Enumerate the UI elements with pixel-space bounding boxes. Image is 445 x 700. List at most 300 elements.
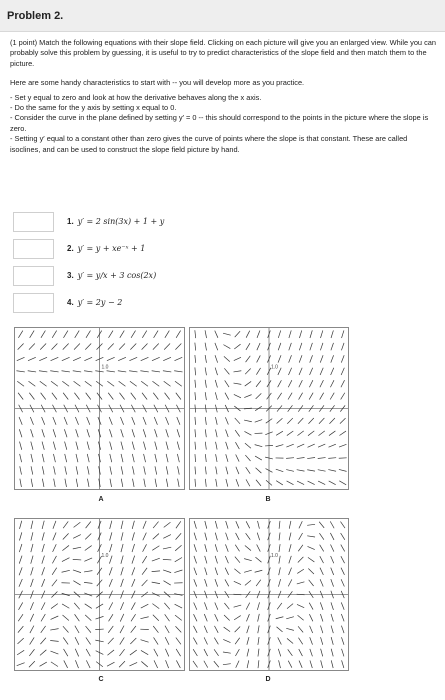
slope-segment [40, 344, 46, 350]
slope-segment [51, 344, 57, 350]
slope-segment [331, 649, 333, 657]
slope-segment [331, 343, 334, 350]
slope-segment [226, 430, 229, 437]
slope-segment [175, 626, 181, 632]
slope-field-plot-d[interactable] [189, 518, 349, 671]
slope-segment [110, 532, 112, 540]
slope-segment [76, 454, 78, 462]
slope-segment [62, 357, 70, 360]
slope-segment [40, 662, 47, 666]
slope-segment [299, 661, 302, 668]
slope-segment [132, 466, 134, 474]
slope-segment [163, 371, 171, 372]
slope-segment [193, 649, 197, 656]
slope-segment [331, 355, 334, 362]
slope-segment [310, 637, 313, 644]
slope-segment [204, 649, 208, 656]
slope-segment [52, 331, 56, 338]
slope-segment [328, 470, 336, 472]
slope-segment [236, 467, 239, 474]
slope-segment [265, 445, 273, 446]
slope-segment [73, 581, 80, 585]
slope-segment [246, 614, 249, 621]
slope-segment [195, 479, 196, 487]
slope-segment [107, 650, 114, 655]
slope-segment [19, 579, 22, 587]
slope-segment [19, 567, 22, 575]
slope-segment [215, 331, 218, 338]
slope-segment [246, 343, 250, 350]
slope-segment [51, 604, 58, 609]
slope-segment [141, 640, 149, 643]
slope-segment [195, 355, 196, 363]
slope-segment [18, 638, 24, 644]
slope-segment [205, 392, 206, 400]
equation-row-4 [13, 293, 313, 313]
slope-segment [175, 615, 182, 620]
slope-segment [319, 431, 325, 436]
slope-segment [108, 626, 113, 633]
slope-segment [246, 356, 251, 362]
slope-segment [299, 521, 302, 528]
hint-item: - Do the same for the y axis by setting x equal to 0. [10, 103, 177, 113]
slope-segment [62, 545, 69, 550]
hints-lead: Here are some handy characteristics to start with -- you will develop more as you practice. [10, 78, 305, 88]
slope-segment [74, 603, 79, 609]
slope-segment [205, 429, 206, 437]
slope-segment [153, 626, 158, 633]
slope-segment [331, 568, 334, 575]
slope-segment [234, 616, 241, 620]
slope-segment [42, 417, 45, 425]
slope-segment [74, 381, 81, 386]
slope-segment [63, 393, 68, 400]
slope-segment [40, 650, 46, 656]
slope-segment [258, 660, 259, 668]
slope-segment [279, 533, 280, 541]
slope-segment [175, 381, 182, 386]
problem-title: Problem 2. [7, 10, 64, 22]
slope-segment [309, 380, 313, 387]
slope-segment [321, 637, 323, 645]
slope-field-c-graphic [15, 519, 184, 670]
slope-segment [53, 429, 56, 437]
slope-segment [309, 393, 313, 400]
slope-segment [166, 442, 168, 450]
slope-segment [74, 522, 81, 527]
slope-segment [30, 614, 34, 622]
slope-segment [131, 602, 135, 609]
slope-segment [87, 454, 89, 462]
slope-segment [163, 547, 171, 549]
slope-segment [255, 420, 262, 423]
slope-segment [195, 343, 196, 351]
slope-segment [141, 357, 149, 360]
slope-segment [18, 614, 23, 621]
slope-segment [308, 444, 315, 447]
answer-input-4[interactable] [13, 293, 54, 313]
slope-segment [121, 442, 123, 450]
slope-segment [140, 371, 148, 372]
slope-segment [141, 381, 148, 386]
slope-segment [110, 466, 112, 474]
slope-segment [234, 394, 241, 397]
slope-segment [129, 371, 137, 372]
slope-segment [144, 479, 146, 487]
slope-segment [120, 626, 124, 633]
slope-field-plot-a[interactable] [14, 327, 185, 490]
slope-segment [87, 479, 89, 487]
slope-segment [256, 368, 260, 375]
slope-segment [341, 637, 343, 644]
slope-segment [215, 579, 218, 586]
slope-segment [54, 466, 56, 474]
slope-segment [226, 454, 228, 462]
slope-segment [62, 604, 69, 608]
slope-segment [258, 637, 259, 645]
slope-field-plot-c[interactable] [14, 518, 185, 671]
slope-segment [204, 626, 207, 633]
slope-segment [30, 417, 33, 425]
slope-segment [154, 649, 158, 656]
slope-segment [195, 367, 196, 375]
slope-segment [74, 344, 80, 350]
slope-segment [297, 569, 304, 573]
slope-segment [204, 661, 208, 668]
slope-segment [299, 343, 302, 350]
slope-segment [341, 626, 344, 633]
answer-input-2[interactable] [13, 239, 54, 259]
slope-segment [85, 546, 92, 551]
slope-segment [205, 533, 207, 541]
slope-segment [119, 381, 126, 386]
slope-segment [310, 355, 313, 362]
slope-segment [339, 469, 347, 471]
slope-segment [194, 568, 197, 575]
slope-segment [42, 544, 44, 552]
slope-segment [118, 357, 126, 360]
slope-segment [130, 344, 136, 350]
slope-segment [339, 431, 346, 435]
slope-segment [121, 429, 124, 437]
slope-segment [130, 381, 137, 386]
slope-segment [164, 603, 170, 609]
slope-segment [256, 468, 262, 473]
slope-segment [76, 466, 78, 474]
slope-segment [246, 467, 250, 474]
slope-segment [107, 371, 115, 372]
slope-segment [245, 369, 250, 375]
slope-segment [331, 579, 334, 586]
slope-segment [247, 626, 249, 634]
slope-segment [131, 393, 136, 400]
slope-segment [166, 466, 168, 474]
slope-segment [165, 614, 170, 621]
slope-segment [286, 458, 294, 459]
slope-segment [143, 544, 147, 551]
slope-segment [288, 368, 291, 375]
slope-segment [17, 650, 24, 655]
slope-segment [121, 479, 123, 487]
slope-segment [75, 637, 79, 645]
slope-segment [298, 545, 303, 551]
plot-label-d: D [265, 676, 271, 683]
slope-segment [205, 567, 207, 575]
answer-input-3[interactable] [13, 266, 54, 286]
slope-segment [223, 345, 230, 349]
slope-segment [225, 579, 229, 586]
slope-segment [278, 579, 280, 587]
slope-segment [204, 602, 207, 609]
slope-segment [309, 614, 312, 621]
slope-segment [63, 331, 67, 338]
slope-segment [20, 521, 22, 529]
slope-segment [176, 393, 181, 400]
slope-segment [321, 649, 323, 657]
slope-segment [297, 604, 304, 607]
slope-segment [19, 556, 22, 564]
slope-segment [205, 355, 206, 363]
slope-segment [299, 649, 303, 656]
slope-segment [121, 579, 124, 587]
slope-segment [329, 444, 336, 447]
plot-label-c: C [98, 676, 104, 683]
slope-segment [225, 568, 228, 575]
slope-segment [153, 344, 159, 350]
slope-segment [110, 479, 112, 487]
hint-item: - Setting y′ equal to a constant other than zero gives the curve of points where the slope is that constant. These are called isoclines, and can be used to construct the slope field picture by hand. [10, 134, 408, 154]
slope-segment [309, 603, 313, 610]
slope-segment [41, 614, 45, 621]
slope-segment [214, 661, 219, 667]
slope-segment [176, 638, 181, 645]
slope-segment [84, 571, 92, 572]
slope-segment [110, 454, 112, 462]
slope-segment [108, 393, 113, 400]
slope-segment [175, 344, 181, 350]
slope-segment [132, 579, 135, 587]
slope-segment [41, 393, 46, 400]
slope-segment [276, 431, 283, 435]
slope-segment [286, 628, 294, 630]
slope-segment [52, 393, 57, 400]
slope-segment [299, 368, 302, 375]
slope-segment [329, 418, 334, 424]
slope-segment [215, 368, 217, 376]
equation-row-2 [13, 239, 313, 259]
slope-segment [321, 330, 323, 338]
slope-segment [73, 357, 81, 360]
slope-segment [75, 417, 78, 425]
slope-segment [121, 454, 123, 462]
slope-segment [216, 442, 218, 450]
slope-segment [64, 417, 67, 425]
slope-segment [246, 533, 251, 539]
slope-segment [341, 602, 344, 609]
slope-segment [277, 603, 282, 609]
slope-segment [42, 556, 45, 564]
slope-segment [215, 380, 217, 388]
slope-segment [86, 393, 91, 400]
slope-segment [85, 604, 92, 609]
slope-segment [205, 579, 207, 587]
slope-segment [84, 582, 92, 583]
slope-segment [140, 617, 148, 619]
slope-segment [195, 330, 196, 338]
slope-segment [331, 626, 333, 634]
slope-segment [194, 614, 197, 621]
slope-segment [63, 626, 69, 632]
slope-segment [65, 466, 67, 474]
slope-segment [31, 454, 33, 462]
slope-segment [174, 570, 182, 573]
slope-segment [215, 544, 217, 552]
slope-segment [143, 429, 146, 437]
slope-segment [165, 649, 168, 657]
slope-segment [331, 602, 333, 610]
slope-segment [299, 393, 303, 400]
slope-segment [42, 442, 44, 450]
slope-segment [310, 368, 313, 375]
slope-segment [132, 417, 135, 425]
axis-tick-label: 1.0 [101, 364, 109, 371]
slope-segment [216, 429, 218, 437]
slope-segment [118, 371, 126, 372]
slope-field-plot-b[interactable] [189, 327, 349, 490]
slope-segment [245, 443, 251, 448]
slope-segment [318, 470, 326, 471]
slope-segment [141, 650, 148, 654]
slope-segment [328, 458, 336, 459]
slope-segment [204, 614, 207, 621]
answer-input-1[interactable] [13, 212, 54, 232]
slope-segment [244, 570, 252, 572]
slope-segment [341, 368, 344, 375]
slope-segment [163, 357, 171, 360]
slope-segment [53, 442, 55, 450]
axis-tick-label: 1.0 [101, 552, 109, 559]
slope-segment [246, 603, 250, 610]
slope-segment [142, 580, 148, 586]
slope-segment [132, 532, 134, 540]
slope-segment [235, 418, 240, 424]
slope-segment [142, 568, 147, 575]
slope-segment [75, 331, 79, 338]
slope-segment [194, 603, 197, 610]
slope-segment [141, 604, 149, 608]
slope-segment [155, 454, 157, 462]
slope-segment [287, 431, 293, 436]
slope-segment [152, 546, 159, 551]
slope-segment [307, 470, 315, 471]
slope-segment [31, 544, 33, 552]
slope-segment [18, 344, 24, 350]
slope-segment [257, 343, 260, 350]
slope-segment [339, 481, 346, 485]
slope-segment [298, 418, 303, 424]
slope-segment [176, 521, 181, 528]
slope-segment [142, 393, 147, 400]
slope-segment [19, 417, 22, 425]
slope-segment [258, 614, 260, 622]
slope-segment [109, 602, 113, 609]
slope-segment [108, 638, 114, 644]
slope-segment [298, 557, 304, 563]
equation-row-1 [13, 212, 313, 232]
slope-segment [255, 557, 261, 562]
slope-segment [177, 429, 180, 437]
slope-segment [175, 604, 183, 608]
slope-segment [18, 331, 22, 338]
slope-field-d-graphic [190, 519, 348, 670]
slope-segment [132, 429, 135, 437]
slope-segment [18, 393, 23, 400]
slope-segment [329, 481, 336, 485]
slope-segment [193, 638, 197, 645]
slope-segment [256, 381, 261, 387]
slope-segment [279, 521, 280, 529]
slope-segment [195, 429, 196, 437]
slope-segment [289, 544, 291, 552]
slope-segment [214, 649, 218, 655]
slope-segment [85, 344, 91, 350]
slope-segment [329, 431, 335, 436]
slope-segment [205, 417, 206, 425]
slope-segment [278, 330, 280, 338]
slope-segment [174, 371, 182, 372]
slope-segment [153, 393, 158, 400]
slope-segment [152, 558, 160, 561]
slope-segment [245, 455, 250, 461]
slope-segment [194, 533, 196, 541]
equation-1: 1. y′ = 2 sin(3x) + 1 + y [67, 217, 165, 226]
slope-segment [41, 602, 45, 610]
slope-segment [226, 442, 228, 450]
slope-segment [31, 442, 33, 450]
slope-segment [289, 343, 292, 350]
slope-segment [155, 466, 157, 474]
plot-label-a: A [98, 496, 104, 503]
slope-segment [320, 579, 323, 586]
slope-segment [177, 442, 179, 450]
slope-segment [65, 479, 67, 487]
slope-segment [297, 431, 303, 436]
slope-segment [289, 330, 291, 338]
slope-segment [310, 330, 312, 338]
slope-segment [307, 536, 315, 537]
slope-segment [87, 429, 90, 437]
slope-segment [51, 616, 59, 619]
slope-segment [297, 470, 305, 471]
slope-segment [63, 344, 69, 350]
slope-segment [331, 544, 334, 551]
slope-segment [279, 556, 280, 564]
slope-segment [42, 567, 45, 575]
slope-segment [120, 602, 123, 610]
equation-row-3 [13, 266, 313, 286]
slope-segment [20, 442, 22, 450]
slope-segment [86, 331, 90, 338]
slope-segment [236, 661, 239, 668]
slope-segment [40, 381, 47, 386]
slope-segment [320, 380, 324, 387]
slope-segment [278, 649, 280, 657]
slope-segment [297, 481, 304, 485]
slope-segment [330, 380, 334, 387]
slope-segment [225, 380, 229, 387]
slope-segment [195, 380, 196, 388]
problem-header [0, 0, 445, 32]
